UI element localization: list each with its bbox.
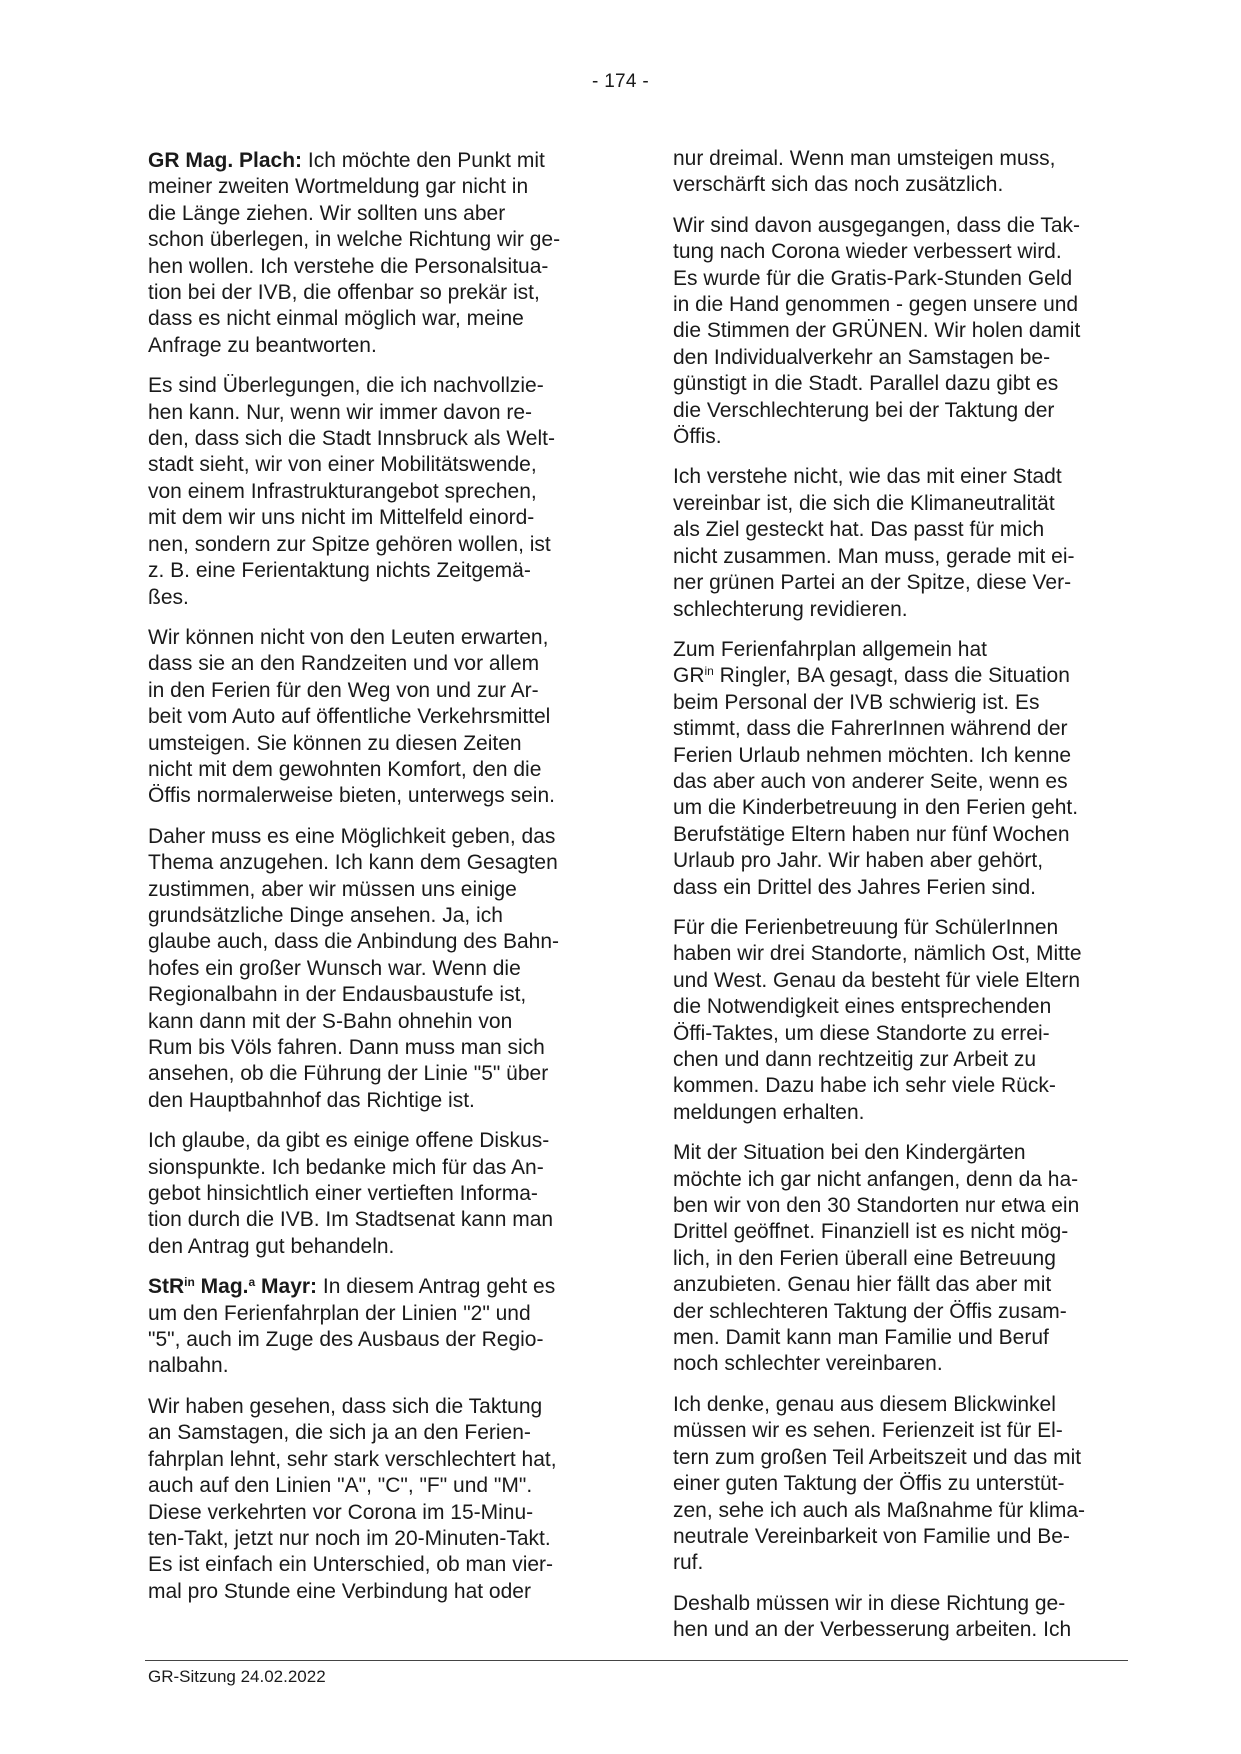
text-line: hen kann. Nur, wenn wir immer davon re- [148, 400, 532, 424]
text-line: den, dass sich die Stadt Innsbruck als Welt- [148, 427, 555, 451]
text-line: meiner zweiten Wortmeldung gar nicht in [148, 175, 529, 199]
text-line: noch schlechter vereinbaren. [673, 1352, 943, 1376]
paragraph [673, 213, 1125, 451]
paragraph [148, 824, 600, 1114]
text-line: ansehen, ob die Führung der Linie "5" über [148, 1062, 549, 1086]
text-line: zustimmen, aber wir müssen uns einige [148, 877, 517, 901]
speaker-name: GR Mag. Plach: [148, 149, 303, 172]
text-line: Zum Ferienfahrplan allgemein hat [673, 637, 987, 661]
paragraph [673, 1392, 1125, 1577]
paragraph [148, 1394, 600, 1605]
text-line: Drittel geöffnet. Finanziell ist es nicht mög- [673, 1220, 1069, 1244]
text-line: ben wir von den 30 Standorten nur etwa ein [673, 1194, 1080, 1218]
speaker-name: StR$^{in}$ Mag.$^a$ Mayr: [148, 1275, 318, 1299]
text-line: mal pro Stunde eine Verbindung hat oder [148, 1579, 531, 1603]
page-number: - 174 - [591, 71, 649, 92]
text-line: um die Kinderbetreuung in den Ferien geht. [673, 796, 1079, 820]
text-line: stimmt, dass die FahrerInnen während der [673, 717, 1068, 741]
text-line: Wir haben gesehen, dass sich die Taktung [148, 1394, 543, 1418]
text-line: einer guten Taktung der Öffis zu unterstüt- [673, 1472, 1065, 1496]
text-line: schon überlegen, in welche Richtung wir ge- [148, 228, 561, 252]
text-line: hofes ein großer Wunsch war. Wenn die [148, 956, 521, 980]
paragraph [148, 625, 600, 810]
text-line: in die Hand genommen - gegen unsere und [673, 293, 1079, 317]
text-line: mit dem wir uns nicht im Mittelfeld einord- [148, 506, 535, 530]
text-line: die Notwendigkeit eines entsprechenden [673, 995, 1052, 1019]
text-line: Wir sind davon ausgegangen, dass die Tak- [673, 213, 1081, 237]
footer-divider [145, 1660, 1128, 1661]
text-line: StR$^{in}$ Mag.$^a$ Mayr: In diesem Antrag geht es [148, 1275, 556, 1299]
text-line: umsteigen. Sie können zu diesen Zeiten [148, 731, 522, 755]
text-line: das aber auch von anderer Seite, wenn es [673, 769, 1068, 793]
text-line: schlechterung revidieren. [673, 597, 908, 621]
text-line: die Stimmen der GRÜNEN. Wir holen damit [673, 319, 1081, 343]
text-line: tion bei der IVB, die offenbar so prekär ist, [148, 281, 540, 305]
text-line: nicht mit dem gewohnten Komfort, den die [148, 757, 542, 781]
footer-session-date: GR-Sitzung 24.02.2022 [148, 1667, 326, 1686]
text-line: Diese verkehrten vor Corona im 15-Minu- [148, 1500, 534, 1524]
text-line: Es ist einfach ein Unterschied, ob man vier- [148, 1553, 554, 1577]
text-line: ßes. [148, 585, 189, 609]
paragraph [673, 146, 1125, 199]
text-line: kommen. Dazu habe ich sehr viele Rück- [673, 1074, 1056, 1098]
text-line: tern zum großen Teil Arbeitszeit und das mit [673, 1445, 1082, 1469]
text-line: dass sie an den Randzeiten und vor allem [148, 652, 540, 676]
text-line: vereinbar ist, die sich die Klimaneutralität [673, 491, 1055, 515]
text-line: ner grünen Partei an der Spitze, diese Ver- [673, 571, 1072, 595]
text-line: beit vom Auto auf öffentliche Verkehrsmittel [148, 705, 551, 729]
text-line: hen und an der Verbesserung arbeiten. Ich [673, 1618, 1072, 1642]
text-line: ten-Takt, jetzt nur noch im 20-Minuten-Takt. [148, 1526, 551, 1550]
paragraph [673, 1591, 1125, 1644]
text-line: nalbahn. [148, 1354, 229, 1378]
text-line: auch auf den Linien "A", "C", "F" und "M". [148, 1474, 533, 1498]
paragraph [148, 1128, 600, 1260]
text-line: Urlaub pro Jahr. Wir haben aber gehört, [673, 849, 1044, 873]
text-line: in den Ferien für den Weg von und zur Ar- [148, 678, 539, 702]
text-line: Regionalbahn in der Endausbaustufe ist, [148, 983, 527, 1007]
text-line: chen und dann rechtzeitig zur Arbeit zu [673, 1048, 1037, 1071]
text-line: Berufstätige Eltern haben nur fünf Wochen [673, 822, 1070, 846]
text-line: günstigt in die Stadt. Parallel dazu gibt es [673, 372, 1059, 396]
text-line: Anfrage zu beantworten. [148, 333, 377, 357]
text-line: von einem Infrastrukturangebot sprechen, [148, 479, 537, 503]
text-line: neutrale Vereinbarkeit von Familie und Be- [673, 1524, 1070, 1548]
text-line: verschärft sich das noch zusätzlich. [673, 173, 1004, 197]
text-line: Mit der Situation bei den Kindergärten [673, 1141, 1026, 1165]
text-line: Es wurde für die Gratis-Park-Stunden Geld [673, 266, 1073, 290]
text-line: Öffis. [673, 425, 722, 449]
text-line: hen wollen. Ich verstehe die Personalsitua- [148, 254, 549, 278]
text-line: stadt sieht, wir von einer Mobilitätswende, [148, 453, 537, 477]
text-line: Daher muss es eine Möglichkeit geben, das [148, 824, 556, 848]
text-line: tung nach Corona wieder verbessert wird. [673, 240, 1062, 264]
left-column [148, 148, 600, 1619]
text-line: dass es nicht einmal möglich war, meine [148, 307, 524, 331]
text-line: GR Mag. Plach: Ich möchte den Punkt mit [148, 149, 545, 172]
text-line: dass ein Drittel des Jahres Ferien sind. [673, 875, 1036, 899]
text-line: z. B. eine Ferientaktung nichts Zeitgemä- [148, 559, 531, 583]
text-line: Öffi-Taktes, um diese Standorte zu errei- [673, 1021, 1050, 1045]
text-line: men. Damit kann man Familie und Beruf [673, 1326, 1049, 1350]
text-line: möchte ich gar nicht anfangen, denn da ha- [673, 1167, 1079, 1191]
text-line: Ich verstehe nicht, wie das mit einer Stadt [673, 465, 1062, 489]
paragraph [673, 1140, 1125, 1378]
text-line: als Ziel gesteckt hat. Das passt für mich [673, 518, 1045, 542]
text-line: Ferien Urlaub nehmen möchten. Ich kenne [673, 743, 1072, 767]
text-line: anzubieten. Genau hier fällt das aber mit [673, 1273, 1052, 1297]
text-line: glaube auch, dass die Anbindung des Bahn- [148, 930, 559, 954]
text-line: Rum bis Völs fahren. Dann muss man sich [148, 1036, 545, 1059]
text-line: müssen wir es sehen. Ferienzeit ist für El- [673, 1419, 1063, 1443]
text-line: tion durch die IVB. Im Stadtsenat kann man [148, 1208, 554, 1232]
text-line: und West. Genau da besteht für viele Eltern [673, 968, 1081, 992]
text-line: Deshalb müssen wir in diese Richtung ge- [673, 1591, 1066, 1615]
text-line: sionspunkte. Ich bedanke mich für das An- [148, 1155, 544, 1179]
text-line: ruf. [673, 1551, 704, 1575]
text-line: den Antrag gut behandeln. [148, 1234, 395, 1258]
paragraph [148, 373, 600, 611]
text-line: Ich glaube, da gibt es einige offene Diskus- [148, 1129, 550, 1153]
text-line: die Verschlechterung bei der Taktung der [673, 398, 1055, 422]
paragraph [148, 1274, 600, 1380]
text-line: nicht zusammen. Man muss, gerade mit ei- [673, 544, 1075, 568]
text-line: zen, sehe ich auch als Maßnahme für klima- [673, 1498, 1086, 1522]
text-line: den Hauptbahnhof das Richtige ist. [148, 1088, 475, 1112]
text-line: nur dreimal. Wenn man umsteigen muss, [673, 147, 1056, 170]
text-line: haben wir drei Standorte, nämlich Ost, Mitte [673, 942, 1082, 966]
text-line: "5", auch im Zuge des Ausbaus der Regio- [148, 1328, 544, 1352]
text-line: meldungen erhalten. [673, 1100, 865, 1124]
text-line: Es sind Überlegungen, die ich nachvollzie- [148, 374, 544, 398]
text-line: $GR^{in}$ Ringler, BA gesagt, dass die Situation [673, 664, 1070, 688]
paragraph [673, 637, 1125, 901]
text-line: den Individualverkehr an Samstagen be- [673, 345, 1051, 369]
text-line: Wir können nicht von den Leuten erwarten, [148, 625, 549, 649]
text-line: um den Ferienfahrplan der Linien "2" und [148, 1301, 531, 1325]
text-line: kann dann mit der S-Bahn ohnehin von [148, 1009, 513, 1033]
text-line: gebot hinsichtlich einer vertieften Informa- [148, 1182, 538, 1206]
text-line: grundsätzliche Dinge ansehen. Ja, ich [148, 903, 503, 927]
text-line: lich, in den Ferien überall eine Betreuung [673, 1246, 1056, 1270]
paragraph [148, 148, 600, 359]
paragraph [673, 464, 1125, 622]
text-line: Öffis normalerweise bieten, unterwegs sein. [148, 784, 555, 808]
text-line: Thema anzugehen. Ich kann dem Gesagten [148, 851, 558, 875]
text-line: nen, sondern zur Spitze gehören wollen, ist [148, 532, 551, 556]
text-line: Ich denke, genau aus diesem Blickwinkel [673, 1392, 1056, 1416]
text-line: die Länge ziehen. Wir sollten uns aber [148, 201, 506, 225]
text-line: beim Personal der IVB schwierig ist. Es [673, 690, 1040, 714]
text-line: Für die Ferienbetreuung für SchülerInnen [673, 915, 1059, 939]
text-line: an Samstagen, die sich ja an den Ferien- [148, 1421, 531, 1445]
text-line: fahrplan lehnt, sehr stark verschlechtert hat, [148, 1447, 557, 1471]
paragraph [673, 915, 1125, 1126]
right-column [673, 146, 1125, 1658]
text-line: der schlechteren Taktung der Öffis zusam- [673, 1299, 1067, 1323]
